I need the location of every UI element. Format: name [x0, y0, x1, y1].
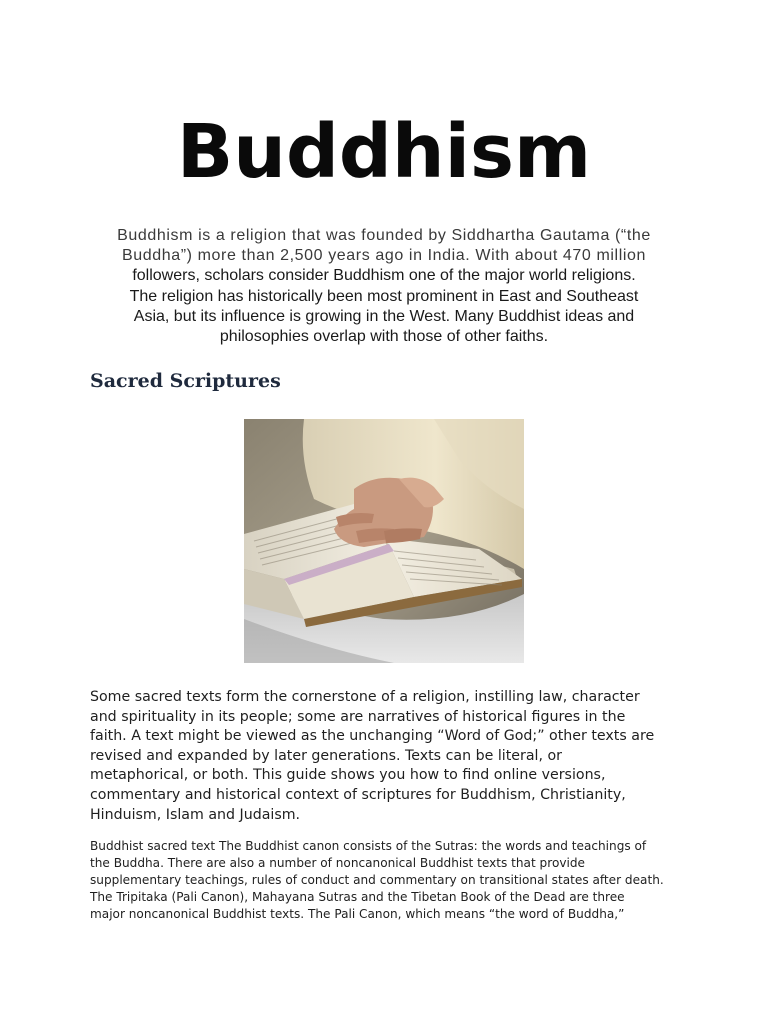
- paragraph-line: major noncanonical Buddhist texts. The Pali Canon, which means “the word of Buddha,”: [90, 907, 625, 921]
- section-heading: Sacred Scriptures: [90, 370, 281, 392]
- intro-line: Buddha”) more than 2,500 years ago in India. With about 470 million: [121, 247, 647, 265]
- paragraph-line: commentary and historical context of scriptures for Buddhism, Christianity,: [90, 786, 626, 803]
- buddhist-text-paragraph: [90, 838, 690, 923]
- intro-line: The religion has historically been most prominent in East and Southeast: [129, 287, 639, 305]
- intro-line: followers, scholars consider Buddhism one of the major world religions.: [132, 267, 636, 285]
- paragraph-line: Some sacred texts form the cornerstone of a religion, instilling law, character: [90, 689, 640, 705]
- intro-paragraph: [86, 226, 682, 347]
- paragraph-line: revised and expanded by later generations. Texts can be literal, or: [90, 747, 563, 764]
- paragraph-line: and spirituality in its people; some are narratives of historical figures in the: [90, 708, 626, 725]
- paragraph-line: faith. A text might be viewed as the unchanging “Word of God;” other texts are: [90, 728, 655, 745]
- scripture-paragraph: [90, 688, 690, 825]
- paragraph-line: The Tripitaka (Pali Canon), Mahayana Sutras and the Tibetan Book of the Dead are three: [90, 890, 625, 904]
- paragraph-line: supplementary teachings, rules of conduct and commentary on transitional states after death.: [90, 873, 664, 887]
- reading-book-photo: [244, 419, 524, 663]
- book-illustration: [244, 419, 524, 663]
- intro-line: Asia, but its influence is growing in the West. Many Buddhist ideas and: [133, 307, 635, 325]
- intro-line: Buddhism is a religion that was founded by Siddhartha Gautama (“the: [117, 227, 651, 244]
- paragraph-line: Hinduism, Islam and Judaism.: [90, 806, 301, 823]
- paragraph-line: the Buddha. There are also a number of noncanonical Buddhist texts that provide: [90, 856, 585, 870]
- intro-line: philosophies overlap with those of other faiths.: [219, 328, 549, 346]
- paragraph-line: metaphorical, or both. This guide shows you how to find online versions,: [90, 767, 606, 784]
- page-title: Buddhism: [176, 109, 592, 195]
- paragraph-line: Buddhist sacred text The Buddhist canon consists of the Sutras: the words and teachings of: [90, 839, 647, 853]
